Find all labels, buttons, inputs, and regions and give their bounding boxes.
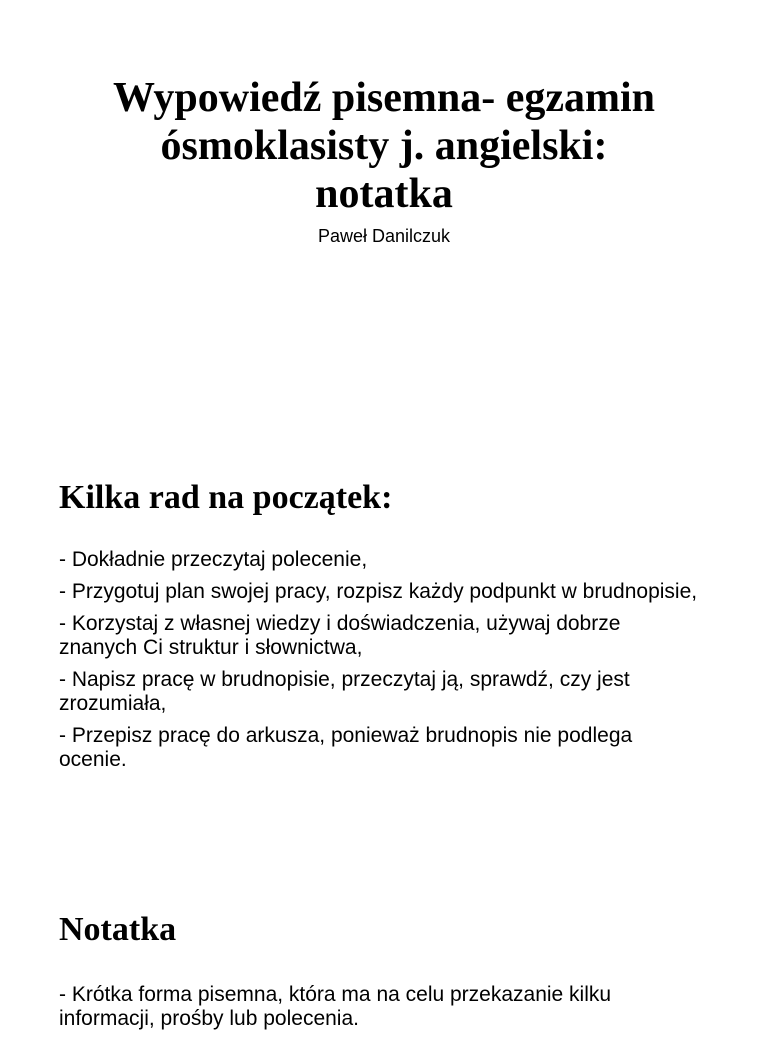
list-item: - Dokładnie przeczytaj polecenie, bbox=[59, 548, 368, 571]
list-item: - Przepisz pracę do arkusza, ponieważ brudnopis nie podlega ocenie. bbox=[59, 724, 633, 771]
section-heading: Notatka bbox=[59, 911, 177, 948]
section-heading: Kilka rad na początek: bbox=[59, 479, 393, 516]
list-item: - Przygotuj plan swojej pracy, rozpisz każdy podpunkt w brudnopisie, bbox=[59, 580, 698, 603]
tips-list bbox=[59, 548, 699, 772]
section-tips bbox=[59, 478, 699, 780]
list-item: - Krótka forma pisemna, która ma na celu przekazanie kilku informacji, prośby lub polecenia. bbox=[59, 983, 612, 1030]
list-item: - Korzystaj z własnej wiedzy i doświadczenia, używaj dobrze znanych Ci struktur i słownictwa, bbox=[59, 612, 621, 659]
title-block bbox=[0, 74, 768, 247]
document-title: Wypowiedź pisemna- egzamin ósmoklasisty j. angielski: notatka bbox=[112, 75, 656, 217]
document-author: Paweł Danilczuk bbox=[317, 226, 451, 246]
list-item: - Napisz pracę w brudnopisie, przeczytaj ją, sprawdź, czy jest zrozumiała, bbox=[59, 668, 630, 715]
section-notatka bbox=[59, 910, 699, 1039]
